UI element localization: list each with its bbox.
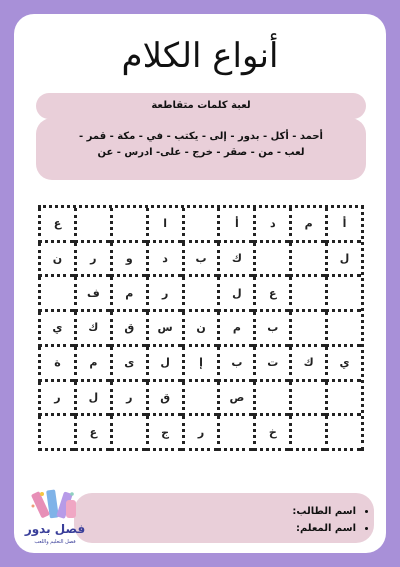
grid-cell: ر	[182, 416, 218, 451]
name-fields-box	[74, 493, 374, 543]
subtitle-banner: لعبة كلمات متقاطعة	[36, 93, 366, 119]
grid-cell: ل	[146, 347, 182, 382]
grid-cell	[217, 416, 253, 451]
grid-cell: خ	[253, 416, 289, 451]
grid-cell: ل	[217, 277, 253, 312]
grid-cell	[289, 382, 325, 417]
logo	[22, 486, 88, 550]
grid-cell: ي	[38, 312, 74, 347]
grid-cell: ر	[146, 277, 182, 312]
grid-cell	[74, 208, 110, 243]
grid-cell: م	[110, 277, 146, 312]
grid-cell: ك	[74, 312, 110, 347]
logo-tagline: فصل التعليم واللعب	[34, 539, 76, 545]
word-list-line: أحمد - أكل - بدور - إلى - يكتب - في - مكة - قمر -	[79, 131, 323, 142]
grid-cell: ن	[182, 312, 218, 347]
grid-cell	[325, 312, 361, 347]
grid-cell	[325, 416, 361, 451]
word-list-box	[36, 118, 366, 180]
grid-cell	[253, 243, 289, 278]
grid-cell: ة	[38, 347, 74, 382]
grid-cell: م	[74, 347, 110, 382]
page-title: أنواع الكلام	[121, 36, 279, 76]
grid-cell	[289, 312, 325, 347]
grid-cell: ج	[146, 416, 182, 451]
grid-cell: ا	[146, 208, 182, 243]
grid-cell: ك	[217, 243, 253, 278]
worksheet	[14, 14, 386, 553]
grid-cell: م	[217, 312, 253, 347]
grid-cell: ن	[38, 243, 74, 278]
grid-cell	[110, 208, 146, 243]
grid-cell: أ	[325, 208, 361, 243]
grid-cell: ر	[74, 243, 110, 278]
grid-cell	[38, 416, 74, 451]
grid-cell	[110, 416, 146, 451]
grid-cell	[325, 382, 361, 417]
grid-cell: س	[146, 312, 182, 347]
grid-cell: ف	[74, 277, 110, 312]
grid-cell	[325, 277, 361, 312]
grid-cell: ب	[182, 243, 218, 278]
grid-cell	[38, 277, 74, 312]
grid-cell: ق	[146, 382, 182, 417]
grid-cell: إ	[182, 347, 218, 382]
grid-cell: ع	[253, 277, 289, 312]
grid-cell: ع	[74, 416, 110, 451]
word-list-line: لعب - من - صقر - خرج - على- ادرس - عن	[97, 147, 305, 158]
grid-cell: ع	[38, 208, 74, 243]
teacher-name-label: • اسم المعلم:	[74, 520, 356, 537]
grid-cell: و	[110, 243, 146, 278]
grid-cell: ل	[74, 382, 110, 417]
grid-cell	[289, 243, 325, 278]
grid-cell: ر	[110, 382, 146, 417]
grid-cell: أ	[217, 208, 253, 243]
grid-cell: ب	[253, 312, 289, 347]
student-name-label: • اسم الطالب:	[74, 503, 356, 520]
grid-cell: د	[146, 243, 182, 278]
crayons-icon	[22, 486, 88, 524]
grid-cell	[182, 277, 218, 312]
grid-cell: ب	[217, 347, 253, 382]
crossword-grid	[38, 205, 364, 451]
grid-cell: م	[289, 208, 325, 243]
logo-brand-text: فصل بدور	[24, 522, 86, 536]
grid-cell: ى	[110, 347, 146, 382]
grid-cell: ل	[325, 243, 361, 278]
grid-cell	[182, 208, 218, 243]
grid-cell: ق	[110, 312, 146, 347]
grid-cell: ص	[217, 382, 253, 417]
grid-cell	[289, 277, 325, 312]
grid-cell	[182, 382, 218, 417]
grid-cell: ت	[253, 347, 289, 382]
grid-cell	[253, 382, 289, 417]
grid-cell: ك	[289, 347, 325, 382]
grid-cell: د	[253, 208, 289, 243]
grid-cell	[289, 416, 325, 451]
grid-cell: ر	[38, 382, 74, 417]
grid-cell: ي	[325, 347, 361, 382]
